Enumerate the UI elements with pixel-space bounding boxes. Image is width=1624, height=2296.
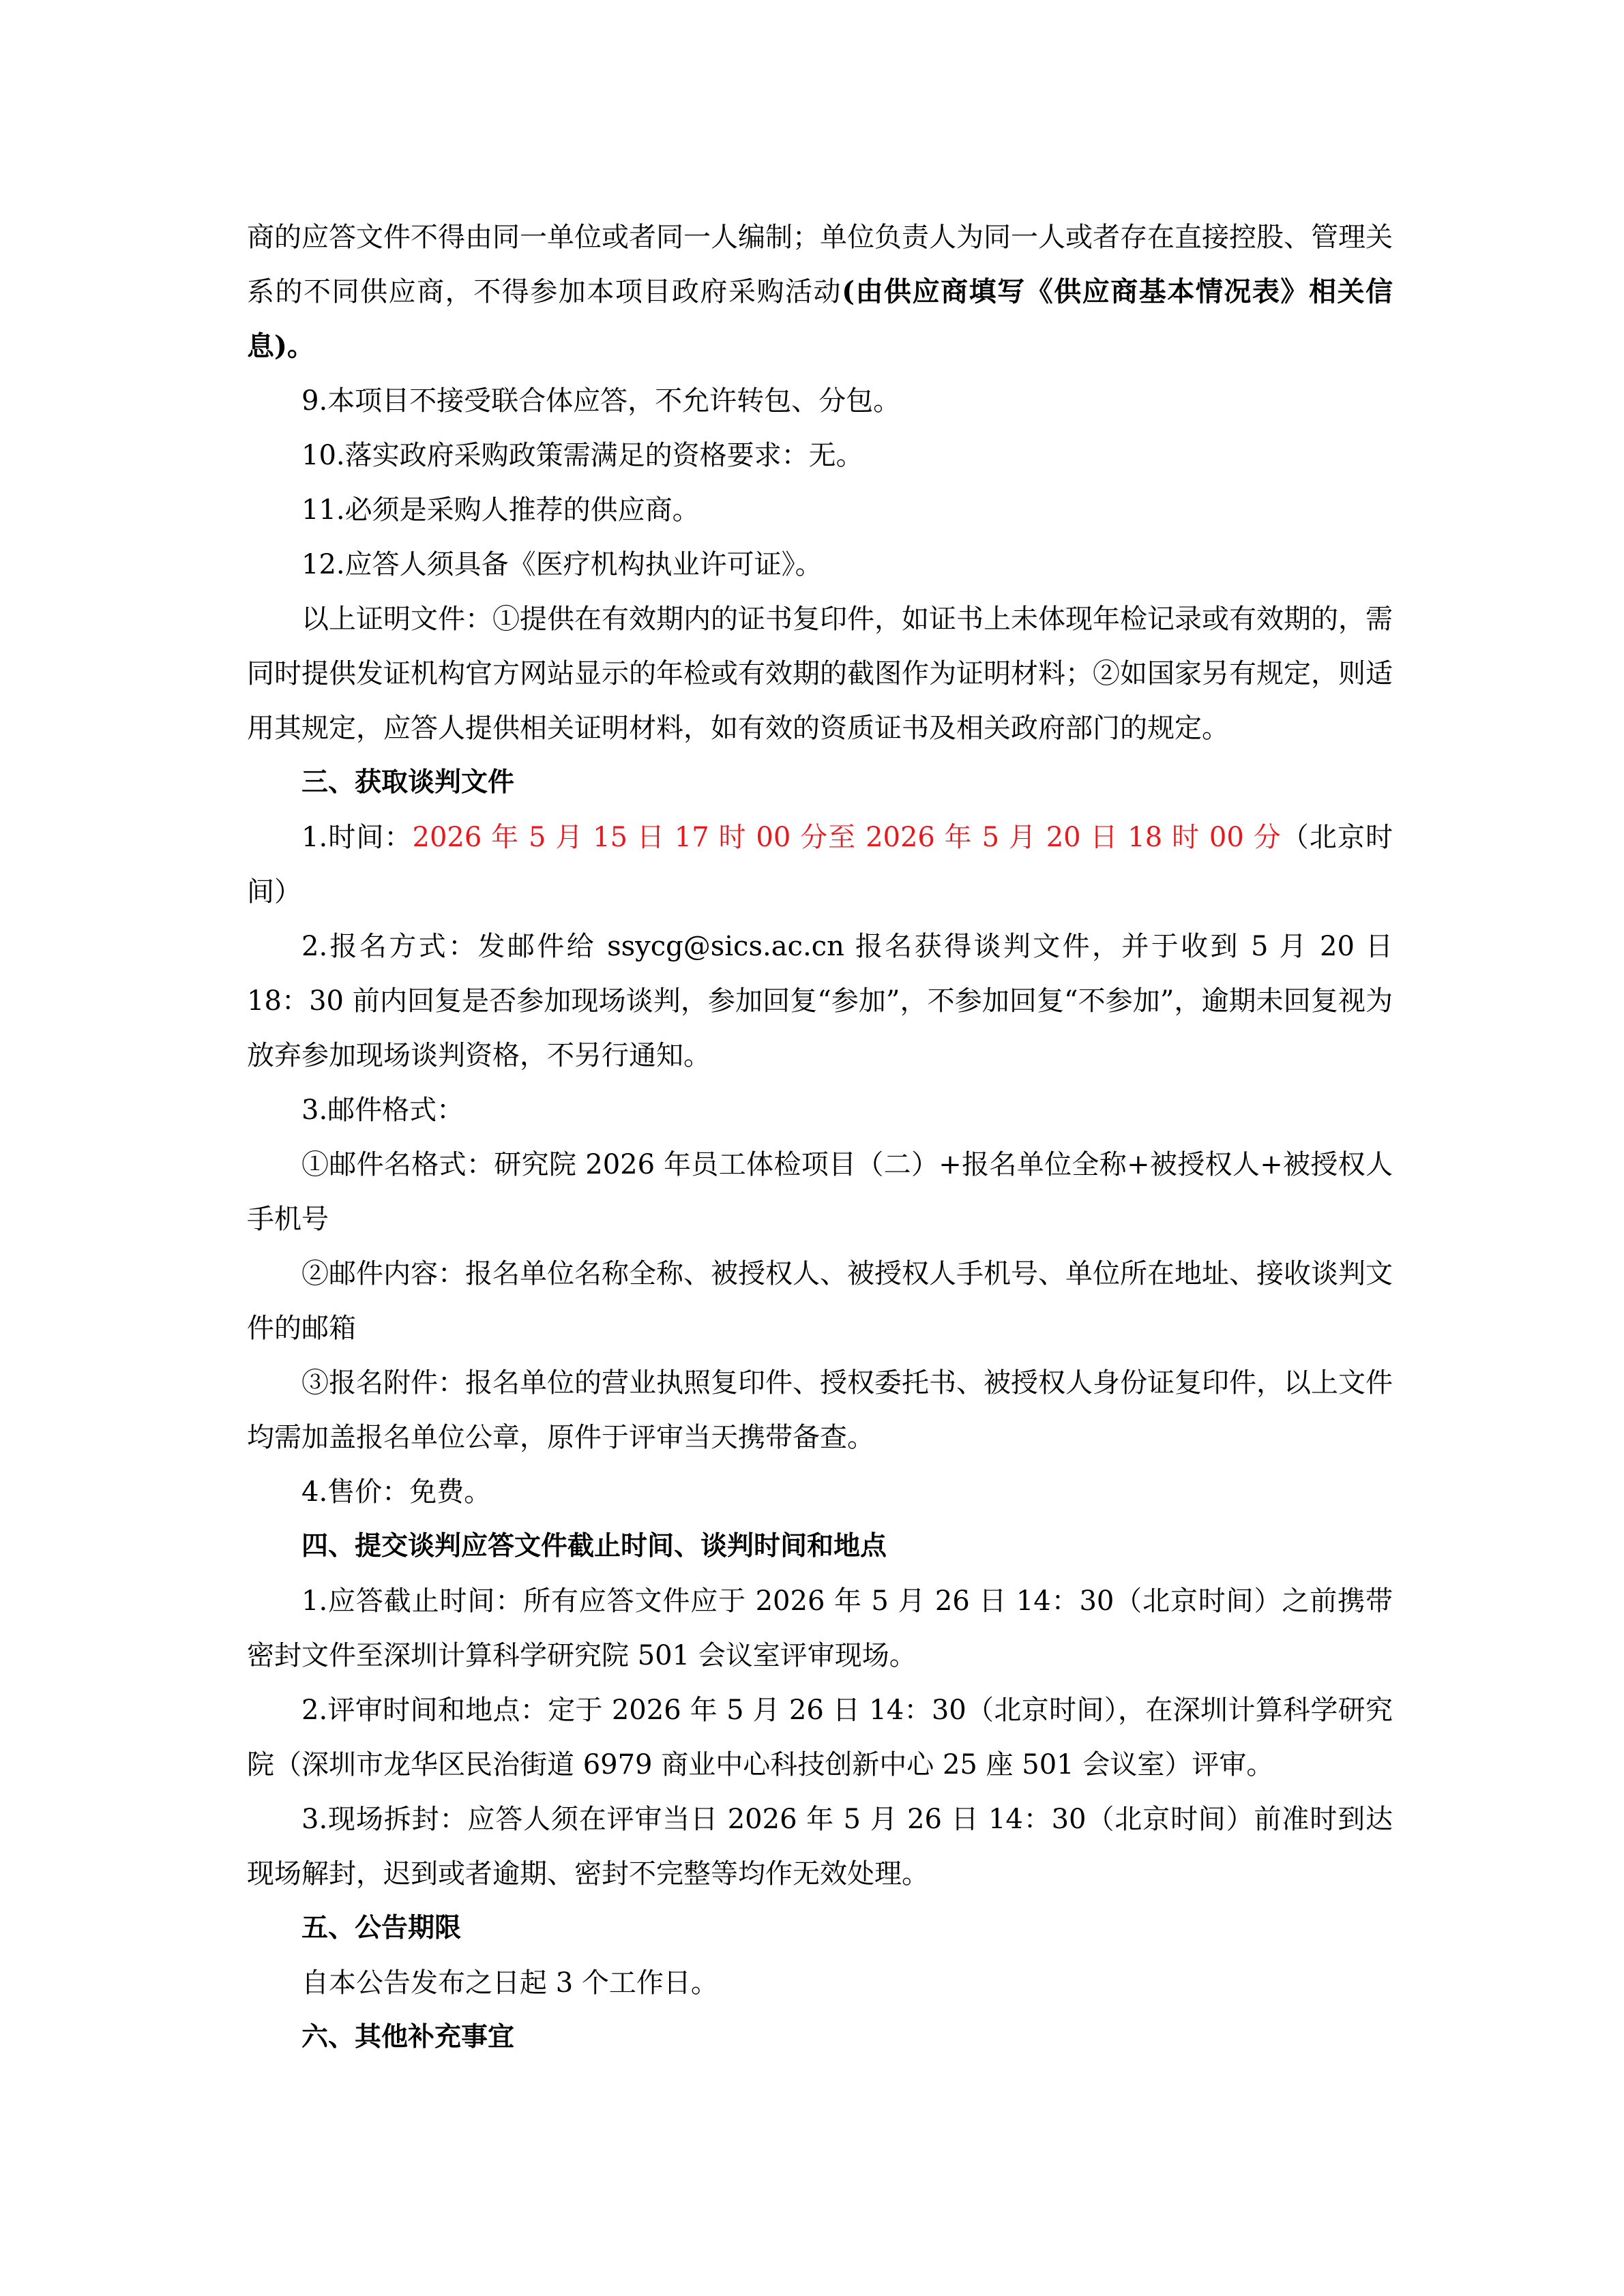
s3-item-1-suffix: （北京时间） bbox=[247, 822, 1393, 908]
section-heading-6: 六、其他补充事宜 bbox=[301, 2022, 515, 2053]
s5-text: 自本公告发布之日起 3 个工作日。 bbox=[301, 1967, 718, 1999]
item-10: 10.落实政府采购政策需满足的资格要求：无。 bbox=[301, 440, 863, 471]
section-heading-5: 五、公告期限 bbox=[301, 1913, 462, 1943]
s4-item-3: 3.现场拆封：应答人须在评审当日 2026 年 5 月 26 日 14：30（北京时间）前准时到达现场解封，迟到或者逾期、密封不完整等均作无效处理。 bbox=[247, 1804, 1393, 1890]
s3-item-1-time-range: 2026 年 5 月 15 日 17 时 00 分至 2026 年 5 月 20 日 18 时 00 分 bbox=[412, 822, 1282, 853]
s3-item-4: 4.售价：免费。 bbox=[301, 1476, 492, 1508]
s3-item-3: 3.邮件格式： bbox=[301, 1094, 464, 1126]
paragraph-continued bbox=[247, 210, 1393, 374]
s3-item-1-prefix: 1.时间： bbox=[301, 822, 413, 853]
s3-item-3b: ②邮件内容：报名单位名称全称、被授权人、被授权人手机号、单位所在地址、接收谈判文件的邮箱 bbox=[247, 1258, 1393, 1344]
document-body bbox=[247, 210, 1393, 2065]
section-heading-4: 四、提交谈判应答文件截止时间、谈判时间和地点 bbox=[301, 1531, 887, 1562]
s3-item-3a: ①邮件名格式：研究院 2026 年员工体检项目（二）+报名单位全称+被授权人+被授权人手机号 bbox=[247, 1149, 1393, 1235]
s3-item-2: 2.报名方式：发邮件给 ssycg@sics.ac.cn 报名获得谈判文件，并于收到 5 月 20 日 18：30 前内回复是否参加现场谈判，参加回复“参加”，不参加回复“不参加”，逾期未回复视为放弃参加现场谈判资格，不另行通知。 bbox=[247, 931, 1393, 1071]
item-12: 12.应答人须具备《医疗机构执业许可证》。 bbox=[301, 549, 823, 580]
s3-item-3c: ③报名附件：报名单位的营业执照复印件、授权委托书、被授权人身份证复印件，以上文件均需加盖报名单位公章，原件于评审当天携带备查。 bbox=[247, 1367, 1393, 1453]
item-9: 9.本项目不接受联合体应答，不允许转包、分包。 bbox=[301, 385, 901, 417]
item-11: 11.必须是采购人推荐的供应商。 bbox=[301, 494, 700, 526]
paragraph-text: 商的应答文件不得由同一单位或者同一人编制；单位负责人为同一人或者存在直接控股、管理关系的不同供应商，不得参加本项目政府采购活动 bbox=[247, 222, 1393, 308]
proof-note: 以上证明文件：①提供在有效期内的证书复印件，如证书上未体现年检记录或有效期的，需同时提供发证机构官方网站显示的年检或有效期的截图作为证明材料；②如国家另有规定，则适用其规定，应答人提供相关证明材料，如有效的资质证书及相关政府部门的规定。 bbox=[247, 603, 1393, 744]
section-heading-3: 三、获取谈判文件 bbox=[301, 767, 515, 798]
paragraph-bold-note: (由供应商填写《供应商基本情况表》相关信息)。 bbox=[247, 275, 1393, 362]
s3-item-1 bbox=[247, 810, 1393, 919]
s4-item-1: 1.应答截止时间：所有应答文件应于 2026 年 5 月 26 日 14：30（北京时间）之前携带密封文件至深圳计算科学研究院 501 会议室评审现场。 bbox=[247, 1585, 1393, 1671]
s4-item-2: 2.评审时间和地点：定于 2026 年 5 月 26 日 14：30（北京时间），在深圳计算科学研究院（深圳市龙华区民治街道 6979 商业中心科技创新中心 25 座 501 会议室）评审。 bbox=[247, 1695, 1393, 1780]
